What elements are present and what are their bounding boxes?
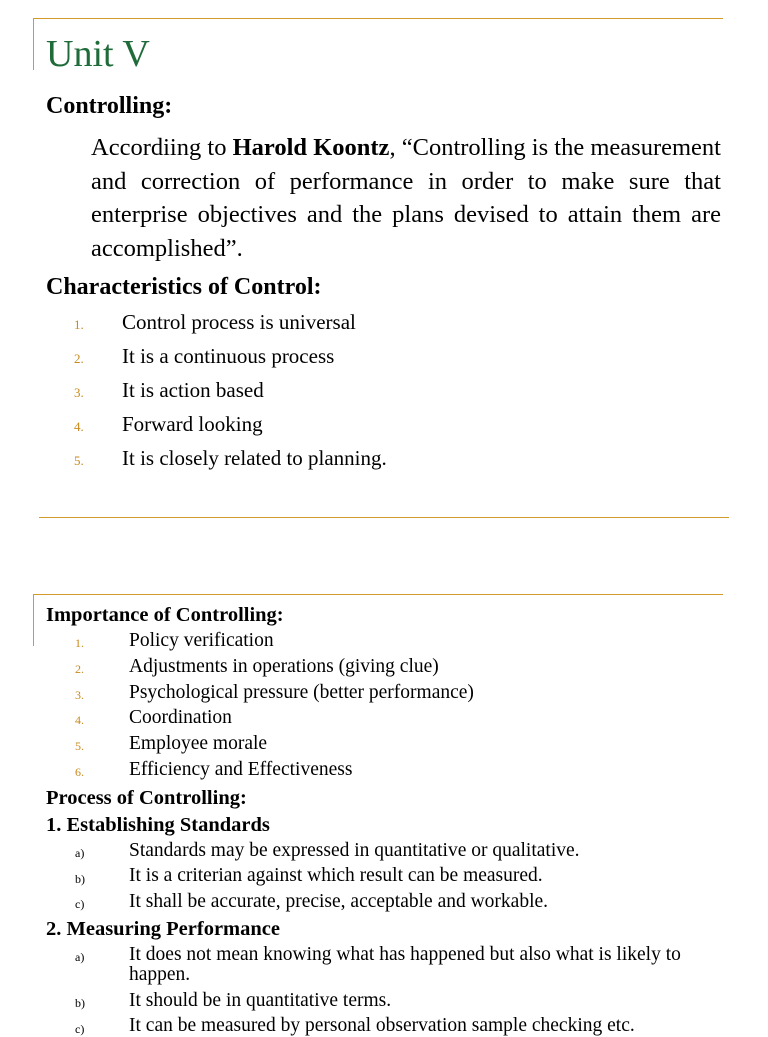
- importance-heading: Importance of Controlling:: [46, 604, 284, 626]
- slide1-left-rule: [33, 18, 34, 70]
- step2-heading: 2. Measuring Performance: [46, 918, 280, 940]
- quote-pre: Accordiing to: [91, 134, 233, 161]
- list-number: 1.: [74, 317, 84, 332]
- list-text: It is closely related to planning.: [122, 446, 387, 470]
- koontz-quote: [91, 131, 721, 265]
- list-letter: c): [75, 897, 85, 911]
- list-text: Policy verification: [129, 630, 274, 651]
- list-text: It is a criterian against which result can be measured.: [129, 865, 543, 886]
- list-number: 4.: [75, 713, 84, 727]
- step1-heading: 1. Establishing Standards: [46, 814, 270, 836]
- list-text: It is a continuous process: [122, 344, 335, 368]
- list-text: Control process is universal: [122, 310, 356, 334]
- list-text: Standards may be expressed in quantitative or qualitative.: [129, 840, 580, 861]
- controlling-heading: Controlling:: [46, 93, 173, 119]
- list-text: It should be in quantitative terms.: [129, 990, 392, 1011]
- list-number: 2.: [75, 662, 84, 676]
- list-letter: b): [75, 996, 85, 1010]
- list-number: 3.: [74, 385, 84, 400]
- quote-post: , “Controlling is the measurement and correction of performance in order to make sure that enterprise objectives and the plans devised to attain them are accomplished”.: [91, 134, 721, 262]
- list-item: [0, 376, 700, 410]
- list-text: It is action based: [122, 378, 264, 402]
- slide-title: Unit V: [46, 33, 150, 75]
- list-letter: b): [75, 872, 85, 886]
- list-letter: a): [75, 950, 85, 964]
- list-item: [0, 308, 700, 342]
- list-number: 2.: [74, 351, 84, 366]
- list-text: It shall be accurate, precise, acceptable and workable.: [129, 891, 549, 912]
- list-number: 1.: [75, 636, 84, 650]
- list-letter: c): [75, 1022, 85, 1036]
- characteristics-heading: Characteristics of Control:: [46, 274, 322, 300]
- list-number: 3.: [75, 688, 84, 702]
- slide1-bottom-rule: [39, 517, 729, 518]
- list-number: 5.: [74, 453, 84, 468]
- process-heading: Process of Controlling:: [46, 787, 247, 809]
- slide2-top-rule: [33, 594, 723, 595]
- slide1-top-rule: [33, 18, 723, 19]
- list-text: Adjustments in operations (giving clue): [129, 656, 439, 677]
- list-text: Employee morale: [129, 733, 268, 754]
- slide2-left-rule: [33, 594, 34, 646]
- list-text: It does not mean knowing what has happened but also what is likely to happen.: [129, 944, 681, 985]
- list-text: It can be measured by personal observation sample checking etc.: [129, 1015, 635, 1036]
- list-item: [0, 342, 700, 376]
- quote-author: Harold Koontz: [232, 134, 390, 161]
- list-item: [0, 410, 700, 444]
- list-text: Psychological pressure (better performance): [129, 682, 474, 703]
- list-number: 5.: [75, 739, 84, 753]
- list-text: Forward looking: [122, 412, 263, 436]
- list-text: Efficiency and Effectiveness: [129, 759, 353, 780]
- list-letter: a): [75, 846, 85, 860]
- list-number: 6.: [75, 765, 84, 779]
- list-item: [0, 444, 700, 478]
- list-text: Coordination: [129, 707, 232, 728]
- list-number: 4.: [74, 419, 84, 434]
